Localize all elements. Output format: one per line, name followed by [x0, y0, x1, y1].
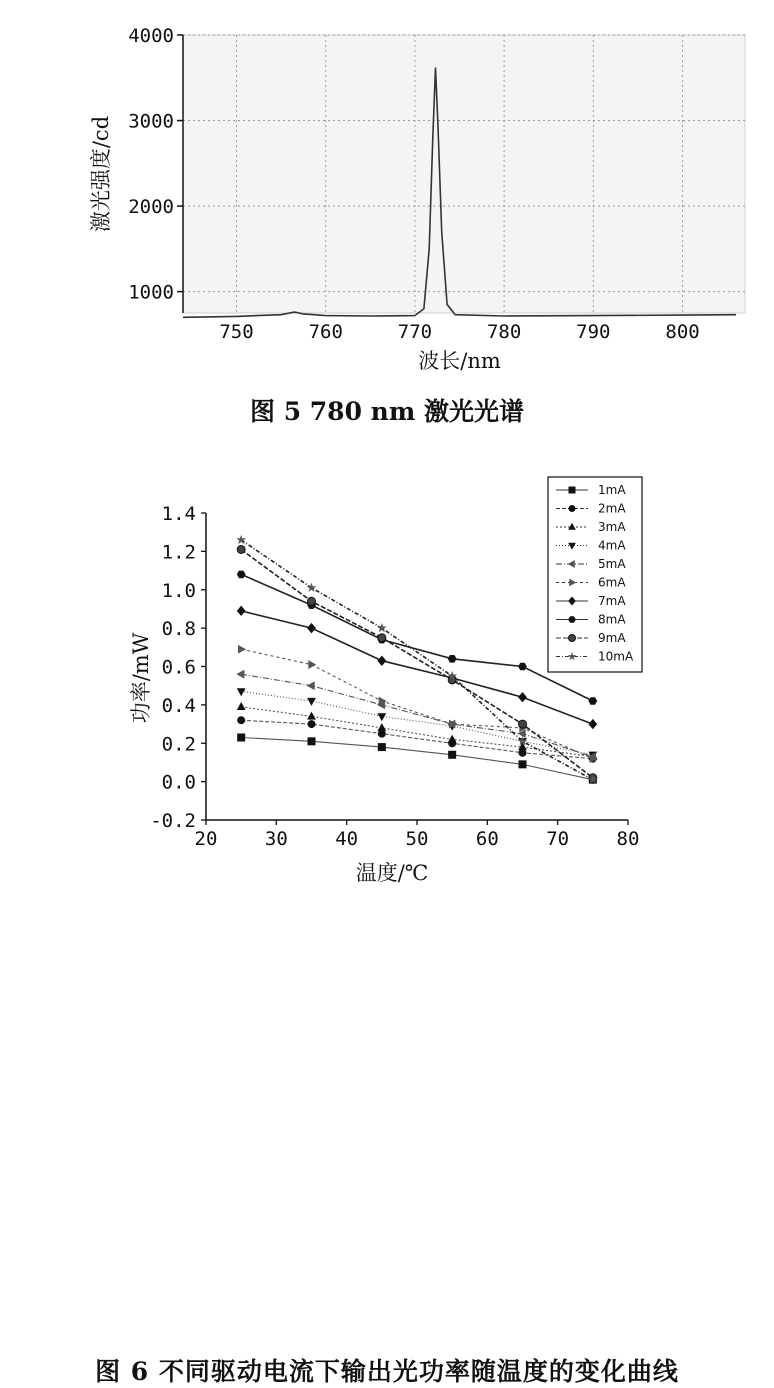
- series-line: [241, 720, 593, 758]
- legend-label: 3mA: [598, 520, 626, 534]
- data-point: [307, 583, 317, 592]
- data-point: [307, 623, 316, 633]
- legend-label: 7mA: [598, 594, 626, 608]
- x-tick-label: 780: [486, 321, 522, 343]
- data-point: [518, 692, 527, 702]
- legend-label: 1mA: [598, 483, 626, 497]
- series-1mA: [237, 733, 597, 783]
- y-tick-label: 1.0: [161, 579, 196, 602]
- data-point: [308, 720, 316, 728]
- data-point: [377, 723, 386, 731]
- y-tick-label: 1000: [128, 281, 174, 304]
- legend-label: 4mA: [598, 538, 626, 553]
- y-tick-label: 0.8: [161, 618, 196, 641]
- y-tick-label: 0.0: [161, 771, 196, 794]
- x-tick-label: 60: [475, 828, 499, 850]
- data-point: [237, 702, 246, 710]
- legend-marker: [569, 635, 576, 642]
- y-tick-label: 3000: [128, 110, 174, 133]
- plot-area: [183, 35, 745, 313]
- y-tick-label: 4000: [128, 25, 174, 47]
- legend-label: 2mA: [598, 501, 626, 516]
- x-tick-label: 50: [405, 828, 429, 850]
- x-axis-title: 温度/℃: [355, 861, 429, 885]
- x-axis-title: 波长/nm: [418, 349, 501, 373]
- y-tick-label: 0.6: [161, 656, 196, 679]
- x-tick-label: 30: [264, 828, 288, 850]
- data-point: [377, 656, 386, 666]
- data-point: [307, 681, 315, 690]
- series-8mA: [237, 571, 597, 705]
- data-point: [519, 760, 527, 768]
- data-point: [448, 751, 456, 759]
- x-tick-label: 770: [397, 321, 433, 343]
- data-point: [237, 571, 246, 579]
- series-line: [241, 738, 593, 780]
- series-line: [241, 550, 593, 778]
- data-point: [588, 697, 597, 705]
- spectrum-chart: [0, 0, 774, 440]
- figure-5: [0, 0, 774, 440]
- figure-6-caption: 图 6 不同驱动电流下输出光功率随温度的变化曲线: [95, 1357, 679, 1386]
- x-tick-label: 800: [665, 321, 700, 343]
- data-point: [236, 535, 246, 544]
- data-point: [237, 606, 246, 616]
- data-point: [237, 545, 245, 553]
- legend-label: 9mA: [598, 631, 626, 645]
- series-6mA: [238, 645, 598, 763]
- y-tick-label: 0.2: [161, 733, 196, 756]
- data-point: [308, 597, 316, 605]
- data-point: [378, 743, 386, 751]
- data-point: [238, 645, 246, 654]
- data-point: [448, 735, 457, 743]
- legend-label: 8mA: [598, 612, 626, 627]
- y-tick-label: 0.4: [161, 694, 196, 717]
- series-line: [241, 611, 593, 724]
- y-tick-label: 2000: [128, 196, 174, 219]
- x-tick-label: 40: [335, 828, 359, 850]
- figure-6: [0, 440, 774, 1386]
- x-tick-label: 80: [616, 828, 640, 850]
- series-9mA: [237, 545, 597, 781]
- data-point: [237, 716, 245, 724]
- data-point: [377, 713, 386, 721]
- series-5mA: [236, 670, 596, 761]
- data-point: [519, 720, 527, 728]
- x-tick-label: 70: [546, 828, 570, 850]
- x-tick-label: 750: [219, 321, 254, 343]
- series-line: [241, 574, 593, 701]
- legend-marker: [569, 505, 576, 512]
- series-7mA: [237, 606, 597, 730]
- data-point: [378, 634, 386, 642]
- figure-5-caption: 图 5 780 nm 激光光谱: [249, 397, 525, 426]
- x-tick-label: 790: [576, 321, 611, 343]
- power-temperature-chart: [0, 440, 774, 970]
- series-line: [241, 691, 593, 754]
- y-tick-label: 1.4: [161, 503, 196, 525]
- data-point: [236, 670, 244, 679]
- y-axis-title: 功率/mW: [129, 632, 153, 724]
- legend-label: 10mA: [598, 649, 634, 664]
- data-point: [308, 737, 316, 745]
- series-4mA: [237, 688, 597, 759]
- data-point: [307, 712, 316, 720]
- series-line: [241, 540, 593, 780]
- legend-label: 5mA: [598, 557, 626, 571]
- data-point: [237, 733, 245, 741]
- data-point: [307, 698, 316, 706]
- legend-box: [548, 477, 642, 672]
- data-point: [377, 623, 387, 632]
- y-axis-title: 激光强度/cd: [89, 115, 113, 233]
- data-point: [588, 719, 597, 729]
- x-tick-label: 20: [194, 828, 218, 850]
- data-point: [518, 663, 527, 671]
- y-tick-label: -0.2: [150, 810, 196, 832]
- data-point: [448, 655, 457, 663]
- y-tick-label: 1.2: [161, 541, 196, 564]
- x-tick-label: 760: [308, 321, 343, 343]
- legend-label: 6mA: [598, 575, 626, 590]
- data-point: [308, 660, 316, 669]
- legend-marker: [569, 487, 576, 494]
